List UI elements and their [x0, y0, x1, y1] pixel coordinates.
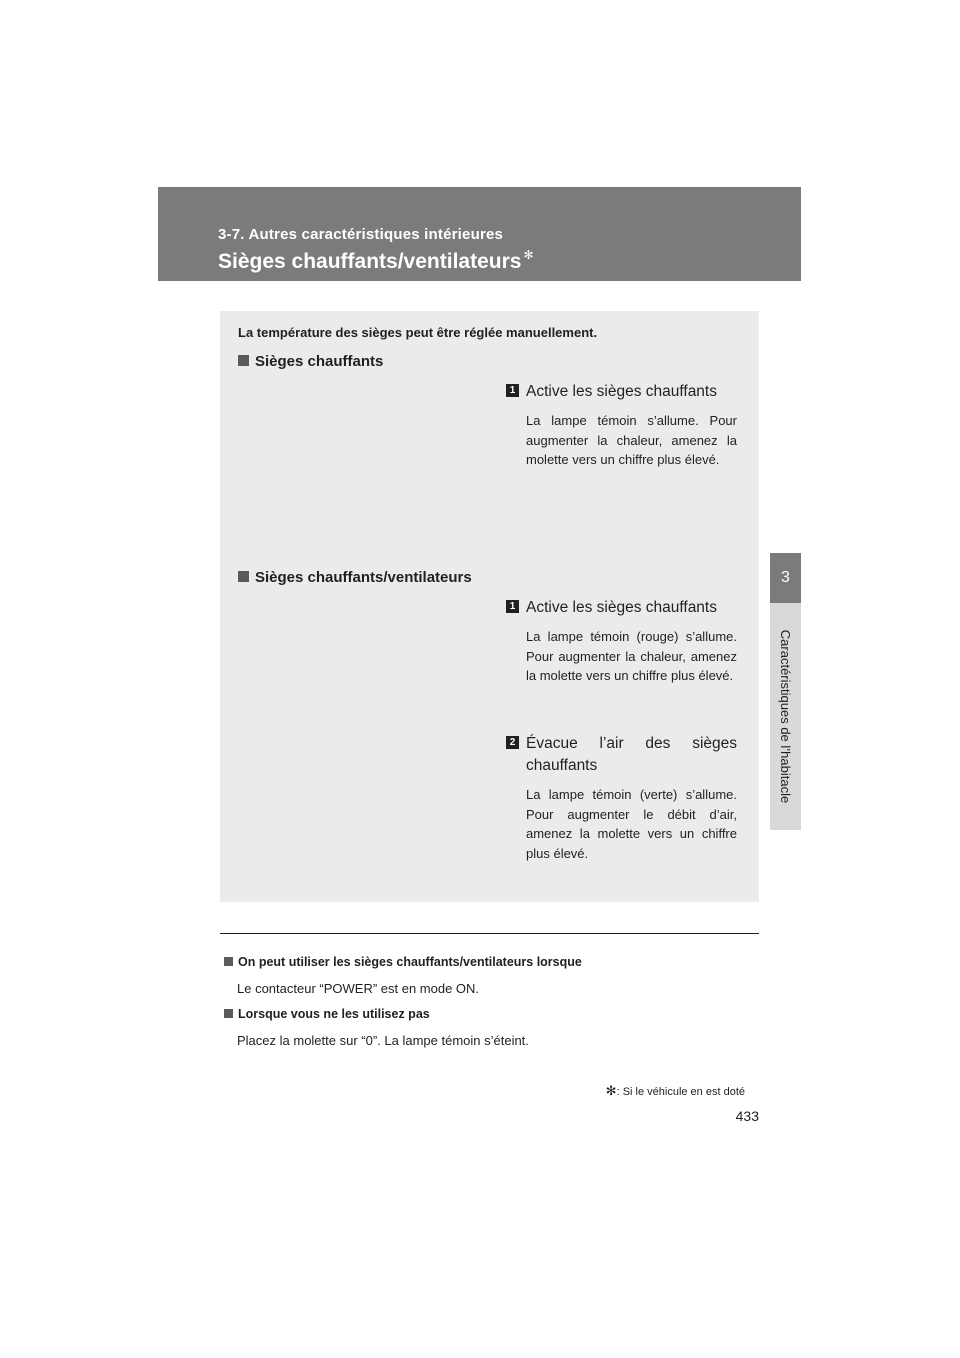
footnote — [580, 1083, 745, 1099]
footnote-text: : Si le véhicule en est doté — [616, 1086, 745, 1098]
step-title: Active les sièges chauffants — [526, 599, 717, 616]
square-bullet-icon — [224, 957, 233, 966]
square-bullet-icon — [238, 571, 249, 582]
note-heading-not-in-use — [224, 1007, 430, 1021]
step-title: Active les sièges chauffants — [526, 383, 717, 400]
heading-text: Sièges chauffants — [255, 353, 384, 370]
note-heading-usage — [224, 955, 582, 969]
chapter-label-box — [770, 603, 801, 830]
step-number-badge: 2 — [506, 736, 519, 749]
page-title — [218, 250, 534, 274]
chapter-number: 3 — [770, 553, 801, 603]
chapter-side-tab — [770, 553, 801, 830]
square-bullet-icon — [238, 355, 249, 366]
panel-intro: La température des sièges peut être réglée manuellement. — [238, 325, 598, 340]
chapter-label: Caractéristiques de l’habitacle — [778, 629, 793, 804]
heading-heated-seats — [238, 353, 383, 370]
note-body-usage: Le contacteur “POWER” est en mode ON. — [237, 981, 480, 996]
step-ventilated-1 — [506, 597, 737, 686]
step-description: La lampe témoin (verte) s’allume. Pour augmenter le débit d’air, amenez la molette vers un chiffre plus élevé. — [526, 787, 737, 861]
asterisk-icon: ✻ — [605, 1083, 617, 1098]
step-title: Évacue l’air des sièges chauffants — [526, 735, 737, 774]
note-heading-text: On peut utiliser les sièges chauffants/ventilateurs lorsque — [238, 955, 582, 969]
note-heading-text: Lorsque vous ne les utilisez pas — [238, 1007, 430, 1021]
step-ventilated-2 — [506, 733, 737, 863]
section-label: 3-7. Autres caractéristiques intérieures — [218, 226, 504, 243]
page-number: 433 — [735, 1108, 759, 1124]
asterisk-icon: ✻ — [523, 248, 534, 262]
step-number-badge: 1 — [506, 600, 519, 613]
step-description: La lampe témoin s’allume. Pour augmenter la chaleur, amenez la molette vers un chiffre plus élevé. — [526, 413, 737, 467]
step-number-badge: 1 — [506, 384, 519, 397]
square-bullet-icon — [224, 1009, 233, 1018]
step-heated-1 — [506, 381, 737, 470]
heading-heated-ventilated-seats — [238, 569, 472, 586]
page-title-text: Sièges chauffants/ventilateurs — [218, 250, 522, 273]
chapter-header — [158, 187, 801, 281]
heading-text: Sièges chauffants/ventilateurs — [255, 569, 472, 586]
step-description: La lampe témoin (rouge) s’allume. Pour augmenter la chaleur, amenez la molette vers un chiffre plus élevé. — [526, 629, 737, 683]
note-body-not-in-use: Placez la molette sur “0”. La lampe témoin s’éteint. — [237, 1033, 529, 1048]
content-panel — [220, 311, 759, 902]
divider-rule — [220, 933, 759, 934]
